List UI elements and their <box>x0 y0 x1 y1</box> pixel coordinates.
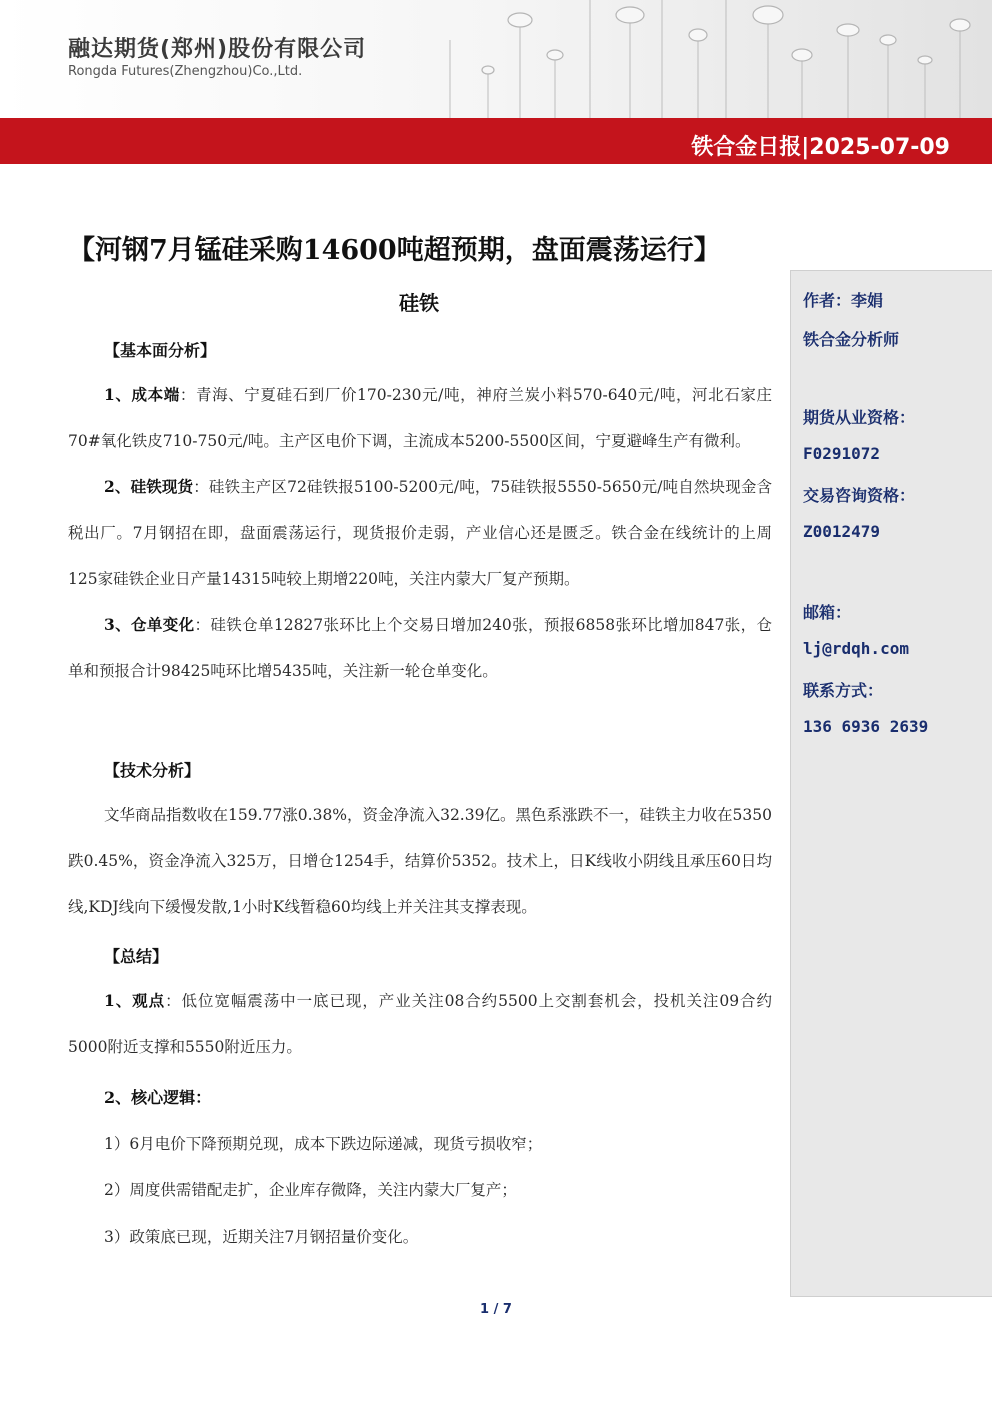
futures-qualification-label: 期货从业资格： <box>803 408 916 427</box>
phone-number: 136 6936 2639 <box>803 717 929 736</box>
technical-heading: 【技术分析】 <box>104 761 201 780</box>
fundamental-heading: 【基本面分析】 <box>104 341 217 360</box>
consult-qualification-label: 交易咨询资格： <box>803 486 916 505</box>
consult-qualification-id: Z0012479 <box>803 522 881 541</box>
page-number: 1 / 7 <box>480 1302 512 1317</box>
warehouse-label: 3、仓单变化 <box>104 615 195 634</box>
logic-item-2: 2）周度供需错配走扩，企业库存微降，关注内蒙大厂复产； <box>104 1181 517 1199</box>
technical-paragraph: 文华商品指数收在159.77涨0.38%，资金净流入32.39亿。黑色系涨跌不一，硅铁主力收在5350跌0.45%，资金净流入325万，日增仓1254手，结算价5352。技术上，日K线收小阴线且承压60日均线,KDJ线向下缓慢发散,1小时K线暂稳60均线上并关注其支撑表现。 <box>68 806 772 916</box>
technical-block <box>68 792 772 930</box>
article-subject: 硅铁 <box>399 291 439 315</box>
spot-label: 2、硅铁现货 <box>104 477 194 496</box>
viewpoint-text: ：低位宽幅震荡中一底已现，产业关注08合约5500上交割套机会，投机关注09合约5000附近支撑和5550附近压力。 <box>68 992 772 1056</box>
cost-text: ：青海、宁夏硅石到厂价170-230元/吨，神府兰炭小料570-640元/吨，河北石家庄70#氧化铁皮710-750元/吨。主产区电价下调，主流成本5200-5500区间，宁夏避峰生产有微利。 <box>68 386 772 450</box>
warehouse-paragraph <box>68 602 772 694</box>
summary-block <box>68 978 772 1070</box>
logic-item-3: 3）政策底已现，近期关注7月钢招量价变化。 <box>104 1228 419 1246</box>
viewpoint-label: 1、观点 <box>104 991 166 1010</box>
logic-item-1: 1）6月电价下降预期兑现，成本下跌边际递减，现货亏损收窄； <box>104 1135 543 1153</box>
email-link[interactable]: lj@rdqh.com <box>803 639 909 658</box>
author-role: 铁合金分析师 <box>803 330 900 349</box>
core-logic-heading: 2、核心逻辑： <box>104 1088 212 1107</box>
futures-qualification-id: F0291072 <box>803 444 881 463</box>
cost-paragraph <box>68 372 772 464</box>
article-title: 【河钢7月锰硅采购14600吨超预期，盘面震荡运行】 <box>68 235 721 266</box>
cost-label: 1、成本端 <box>104 385 180 404</box>
company-name-cn: 融达期货(郑州)股份有限公司 <box>68 37 367 62</box>
phone-label: 联系方式： <box>803 681 884 700</box>
company-name-en: Rongda Futures(Zhengzhou)Co.,Ltd. <box>68 64 303 79</box>
author-name: 作者：李娟 <box>803 291 884 310</box>
report-title: 铁合金日报|2025-07-09 <box>691 135 950 160</box>
warehouse-text: ：硅铁仓单12827张环比上个交易日增加240张，预报6858张环比增加847张，仓单和预报合计98425吨环比增5435吨，关注新一轮仓单变化。 <box>68 616 772 680</box>
summary-heading: 【总结】 <box>104 947 169 966</box>
viewpoint-paragraph <box>68 978 772 1070</box>
header-band <box>0 0 992 118</box>
spot-paragraph <box>68 464 772 602</box>
spot-text: ：硅铁主产区72硅铁报5100-5200元/吨，75硅铁报5550-5650元/吨自然块现金含税出厂。7月钢招在即，盘面震荡运行，现货报价走弱，产业信心还是匮乏。铁合金在线统计的上周125家硅铁企业日产量14315吨较上期增220吨，关注内蒙大厂复产预期。 <box>68 478 772 588</box>
email-label: 邮箱： <box>803 603 852 622</box>
fundamental-paragraphs <box>68 372 772 694</box>
decorative-lines-graphic <box>430 0 992 118</box>
